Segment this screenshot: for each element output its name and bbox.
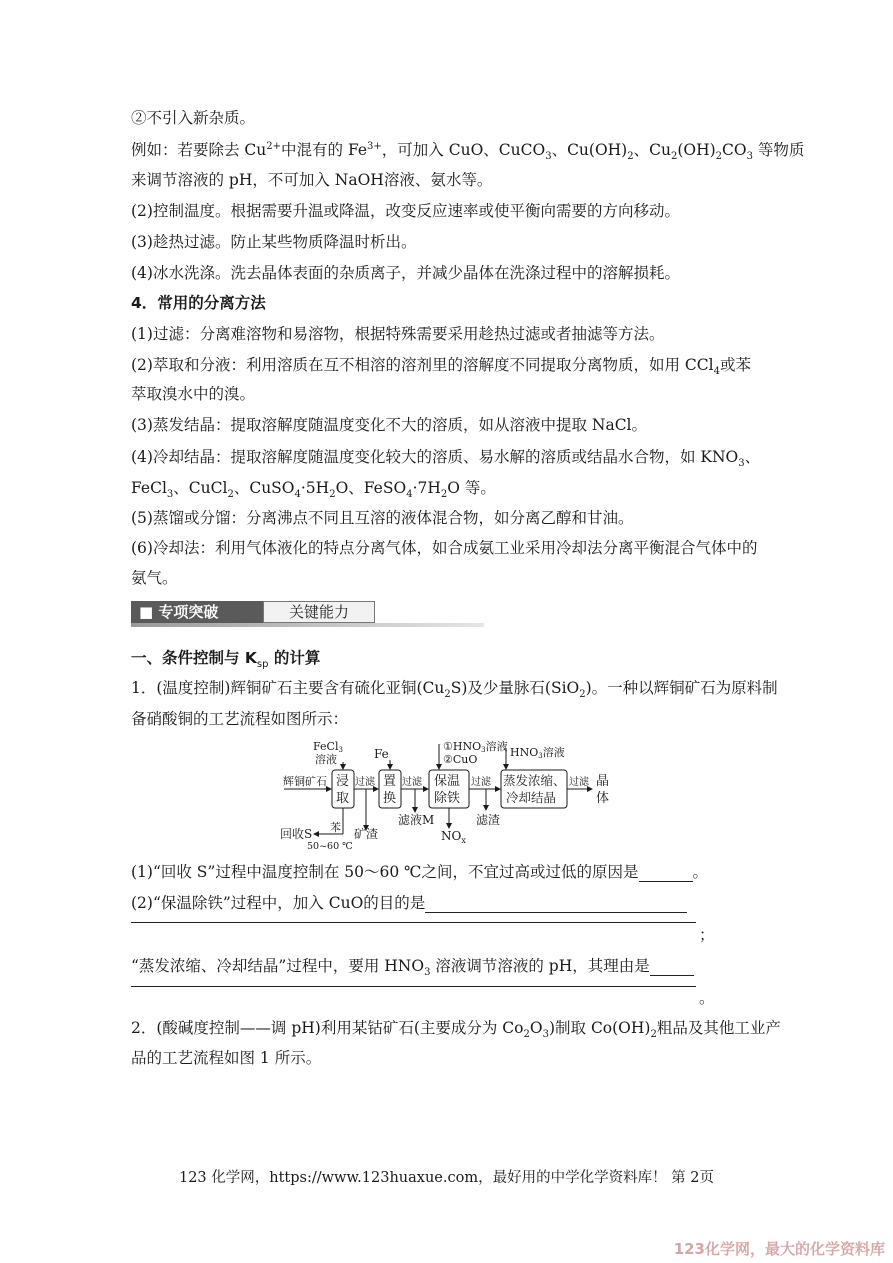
- text-line: (3)趁热过滤。防止某些物质降温时析出。: [131, 233, 417, 251]
- svg-text:滤渣: 滤渣: [476, 813, 501, 827]
- section-title: 一、条件控制与 $K_{sp}$ 的计算: [131, 649, 321, 671]
- svg-text:过滤: 过滤: [355, 777, 375, 788]
- text-line: (2)控制温度。根据需要升温或降温，改变反应速率或使平衡向需要的方向移动。: [131, 202, 680, 220]
- text-line: (4)冷却结晶：提取溶解度随温度变化较大的溶质、易水解的溶质或结晶水合物，如 $KNO_3$、: [131, 448, 761, 470]
- svg-text:置: 置: [383, 774, 397, 789]
- svg-text:蒸发浓缩、: 蒸发浓缩、: [503, 773, 566, 788]
- svg-text:HNO3溶液: HNO3溶液: [510, 746, 565, 760]
- svg-text:50~60 ℃: 50~60 ℃: [307, 841, 353, 852]
- answer-blank[interactable]: [425, 896, 687, 913]
- banner-title: ■ 专项突破: [131, 601, 263, 623]
- svg-text:FeCl3: FeCl3: [313, 740, 343, 754]
- text-line: (1)过滤：分离难溶物和易溶物，根据特殊需要采用趁热过滤或者抽滤等方法。: [131, 325, 665, 343]
- svg-text:过滤: 过滤: [569, 777, 589, 788]
- banner-subtitle: 关键能力: [263, 601, 375, 623]
- question-1-text: 备硝酸铜的工艺流程如图所示：: [131, 710, 349, 728]
- banner-rule: [131, 623, 484, 627]
- svg-text:NOx: $NO_x$: [441, 829, 466, 845]
- svg-text:辉铜矿石: 辉铜矿石: [283, 775, 327, 788]
- text-line: ②不引入新杂质。: [131, 109, 256, 127]
- text-line: 来调节溶液的 pH，不可加入 NaOH溶液、氨水等。: [131, 171, 493, 189]
- svg-text:回收S: 回收S: [280, 827, 313, 841]
- svg-text:②CuO: ②CuO: [443, 753, 478, 766]
- answer-blank-line[interactable]: [131, 986, 696, 987]
- question-1-part-1: (1)“回收 S”过程中温度控制在 50～60 ℃之间，不宜过高或过低的原因是 。: [131, 863, 709, 881]
- text-line: (2)萃取和分液：利用溶质在互不相溶的溶剂里的溶解度不同提取分离物质，如用 CCl$_4$或苯: [131, 356, 751, 378]
- question-1-part-3: “蒸发浓缩、冷却结晶”过程中，要用 $HNO_3$ 溶液调节溶液的 pH，其理由是: [131, 956, 694, 976]
- punctuation: 。: [699, 989, 715, 1007]
- text-line: (3)蒸发结晶：提取溶解度随温度变化不大的溶质，如从溶液中提取 NaCl。: [131, 416, 648, 434]
- svg-text:过滤: 过滤: [402, 777, 422, 788]
- svg-text:过滤: 过滤: [471, 777, 491, 788]
- svg-text:矿渣: 矿渣: [354, 827, 379, 841]
- svg-text:取: 取: [336, 791, 350, 806]
- svg-text:浸: 浸: [336, 774, 350, 789]
- svg-text:除铁: 除铁: [434, 791, 461, 806]
- svg-text:溶液: 溶液: [315, 753, 337, 766]
- section-banner: [131, 600, 484, 626]
- answer-blank[interactable]: [650, 959, 694, 976]
- svg-text:①HNO3溶液: ①HNO3溶液: [443, 740, 508, 754]
- svg-text:冷却结晶: 冷却结晶: [506, 790, 557, 805]
- punctuation: ；: [699, 926, 715, 944]
- svg-text:滤液M: 滤液M: [398, 813, 435, 827]
- question-2-text: 品的工艺流程如图 1 所示。: [131, 1049, 322, 1067]
- svg-text:晶: 晶: [596, 774, 610, 789]
- svg-text:保温: 保温: [434, 774, 461, 789]
- answer-blank[interactable]: [639, 865, 693, 882]
- question-1-text: 1．(温度控制)辉铜矿石主要含有硫化亚铜$(Cu_2S)$及少量脉石(SiO$_2$)。一种以辉铜矿石为原料制: [131, 679, 778, 701]
- text-line: FeCl$_3$、CuCl$_2$、$CuSO_4\cdot 5H_2O$、$FeSO_4\cdot 7H_2O$ 等。: [131, 479, 496, 501]
- question-1-part-2: (2)“保温除铁”过程中，加入 CuO的目的是: [131, 893, 687, 913]
- svg-text:体: 体: [596, 791, 610, 806]
- text-line: (5)蒸馏或分馏：分离沸点不同且互溶的液体混合物，如分离乙醇和甘油。: [131, 509, 634, 527]
- text-line: (6)冷却法：利用气体液化的特点分离气体，如合成氨工业采用冷却法分离平衡混合气体中的: [131, 539, 758, 557]
- answer-blank-line[interactable]: [131, 922, 696, 923]
- question-2-text: 2．(酸碱度控制——调 pH)利用某钴矿石(主要成分为 $Co_2O_3$)制取 $Co(OH)_2$粗品及其他工业产: [131, 1019, 781, 1041]
- process-flow-diagram: [278, 738, 618, 854]
- watermark: 123化学网，最大的化学资料库: [673, 1240, 885, 1258]
- text-line: 萃取溴水中的溴。: [131, 385, 256, 403]
- text-line: 氨气。: [131, 569, 178, 587]
- subheading: 4．常用的分离方法: [131, 294, 266, 312]
- page-footer: 123 化学网，https://www.123huaxue.com，最好用的中学化学资料库！ 第 2页: [178, 1170, 715, 1186]
- svg-text:Fe: Fe: [374, 747, 389, 761]
- svg-text:苯: 苯: [330, 821, 341, 834]
- svg-text:换: 换: [383, 791, 397, 806]
- text-line: (4)冰水洗涤。洗去晶体表面的杂质离子，并减少晶体在洗涤过程中的溶解损耗。: [131, 264, 680, 282]
- text-line: 例如：若要除去 $Cu^{2+}$中混有的 $Fe^{3+}$，可加入 CuO、CuCO$_3$、$Cu(OH)_2$、$Cu_2(OH)_2CO_3$ 等物质: [131, 140, 805, 163]
